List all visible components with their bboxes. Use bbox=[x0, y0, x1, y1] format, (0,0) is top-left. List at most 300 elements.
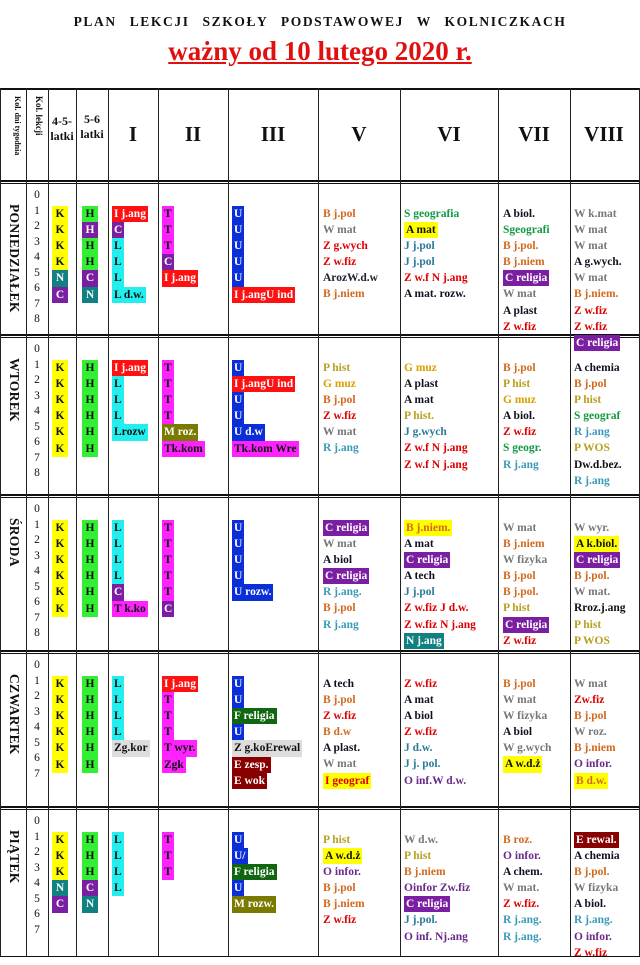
lesson-entry: B j.pol. bbox=[503, 586, 539, 599]
column-i bbox=[112, 206, 148, 303]
header-class-V: V bbox=[351, 122, 367, 146]
lesson-entry: U bbox=[232, 676, 244, 692]
lesson-number: 4 bbox=[34, 877, 40, 889]
lesson-entry: G muz bbox=[323, 377, 356, 390]
lesson-entry: P hist bbox=[574, 393, 602, 406]
lesson-entry: T wyr. bbox=[162, 740, 197, 756]
page-title-line1: PLAN LEKCJI SZKOŁY PODSTAWOWEJ W KOLNICZKACH bbox=[73, 14, 567, 29]
lesson-entry: R j.ang bbox=[503, 458, 539, 471]
lesson-entry: B j.niem. bbox=[574, 288, 619, 301]
lesson-entry: M rozw. bbox=[232, 896, 276, 912]
lesson-entry: Z w.fiz bbox=[323, 914, 357, 927]
lesson-entry: P hist bbox=[503, 602, 531, 615]
lesson-entry: T bbox=[162, 536, 174, 552]
lesson-entry: H bbox=[82, 376, 98, 392]
lesson-number: 3 bbox=[34, 705, 40, 718]
lesson-entry: C religia bbox=[574, 552, 620, 568]
lesson-number: 8 bbox=[34, 313, 40, 325]
lesson-entry: Zg.kor bbox=[112, 740, 150, 756]
lesson-entry: Zw.fiz bbox=[574, 693, 605, 706]
column-h bbox=[82, 206, 98, 303]
lesson-entry: L bbox=[112, 408, 124, 424]
lesson-number: 6 bbox=[34, 908, 40, 920]
column-v bbox=[323, 676, 371, 789]
lesson-number: 5 bbox=[34, 420, 40, 433]
lesson-entry: O inf. Nj.ang bbox=[404, 930, 468, 943]
lesson-numbers bbox=[30, 188, 44, 328]
lesson-entry: C religia bbox=[323, 568, 369, 584]
lesson-entry: U bbox=[232, 238, 244, 254]
lesson-number: 2 bbox=[34, 374, 40, 386]
lesson-entry: B j.pol bbox=[503, 570, 536, 583]
lesson-entry: P hist bbox=[404, 849, 432, 862]
lesson-entry: O infor. bbox=[503, 849, 541, 862]
lesson-entry: Z w.fiz bbox=[404, 726, 438, 739]
lesson-entry: T bbox=[162, 864, 174, 880]
lesson-entry: Z w.f N j.ang bbox=[404, 272, 468, 285]
lesson-entry: C bbox=[52, 896, 68, 912]
lesson-entry: N j.ang bbox=[404, 633, 444, 649]
header-class-VIII: VIII bbox=[584, 122, 624, 146]
lesson-entry: F religia bbox=[232, 708, 277, 724]
column-k bbox=[52, 676, 68, 773]
lesson-entry: B j.niem bbox=[404, 865, 446, 878]
lesson-entry: A chem. bbox=[503, 865, 543, 878]
lesson-entry: B d.w. bbox=[574, 773, 608, 789]
lesson-entry: L bbox=[112, 692, 124, 708]
lesson-entry: T k.ko bbox=[112, 601, 148, 617]
lesson-entry: L bbox=[112, 270, 124, 286]
lesson-entry: T bbox=[162, 376, 174, 392]
lesson-entry: C religia bbox=[323, 520, 369, 536]
lesson-entry: H bbox=[82, 692, 98, 708]
lesson-numbers bbox=[30, 814, 44, 938]
lesson-entry: K bbox=[52, 568, 68, 584]
header-class-VII: VII bbox=[518, 122, 550, 146]
lesson-entry: K bbox=[52, 392, 68, 408]
lesson-entry: L bbox=[112, 568, 124, 584]
lesson-entry: W mat bbox=[323, 758, 357, 771]
lesson-entry: T bbox=[162, 206, 174, 222]
lesson-entry: W mat bbox=[574, 239, 608, 252]
lesson-entry: Z w.fiz N j.ang bbox=[404, 618, 476, 631]
lesson-number: 3 bbox=[34, 861, 40, 874]
lesson-entry: H bbox=[82, 848, 98, 864]
lesson-number: 1 bbox=[34, 204, 40, 217]
lesson-entry: I j.ang bbox=[162, 270, 198, 286]
column-ii bbox=[162, 520, 174, 617]
lesson-entry: Rroz.j.ang bbox=[574, 602, 626, 615]
lesson-entry: I j.ang bbox=[112, 206, 148, 222]
column-viii bbox=[574, 206, 622, 352]
lesson-entry: P hist bbox=[323, 833, 351, 846]
lesson-entry: P hist bbox=[503, 377, 531, 390]
column-iii bbox=[232, 206, 295, 303]
lesson-entry: I j.ang bbox=[162, 676, 198, 692]
lesson-entry: H bbox=[82, 392, 98, 408]
lesson-number: 0 bbox=[34, 343, 40, 355]
lesson-numbers bbox=[30, 658, 44, 782]
lesson-entry: A tech bbox=[404, 570, 435, 583]
lesson-entry: O inf.W d.w. bbox=[404, 774, 467, 787]
lesson-entry: H bbox=[82, 441, 98, 457]
lesson-entry: L bbox=[112, 880, 124, 896]
lesson-entry: J d.w. bbox=[404, 742, 433, 755]
lesson-entry: P WOS bbox=[574, 442, 610, 455]
lesson-number: 6 bbox=[34, 436, 40, 448]
lesson-entry: K bbox=[52, 222, 68, 238]
lesson-number: 3 bbox=[34, 235, 40, 248]
lesson-entry: W roz. bbox=[574, 726, 607, 739]
lesson-number: 4 bbox=[34, 251, 40, 263]
lesson-entry: W g.wych bbox=[503, 742, 552, 755]
day-name: WTOREK bbox=[7, 358, 22, 422]
lesson-entry: L bbox=[112, 848, 124, 864]
lesson-entry: S geogr. bbox=[503, 442, 542, 455]
lesson-entry: W mat bbox=[574, 677, 608, 690]
lesson-entry: T bbox=[162, 848, 174, 864]
lesson-entry: Z w.fiz bbox=[404, 677, 438, 690]
column-iii bbox=[232, 832, 277, 913]
lesson-entry: T bbox=[162, 692, 174, 708]
lesson-entry: K bbox=[52, 238, 68, 254]
lesson-entry: R j.ang. bbox=[323, 586, 362, 599]
lesson-entry: J j.pol bbox=[404, 256, 435, 269]
lesson-entry: B j.pol bbox=[503, 677, 536, 690]
lesson-entry: Z w.f N j.ang bbox=[404, 458, 468, 471]
lesson-entry: H bbox=[82, 206, 98, 222]
lesson-entry: B j.pol bbox=[323, 693, 356, 706]
lesson-numbers bbox=[30, 502, 44, 642]
lesson-number: 0 bbox=[34, 815, 40, 827]
column-viii bbox=[574, 832, 620, 962]
column-ii bbox=[162, 676, 198, 773]
lesson-number: 5 bbox=[34, 892, 40, 905]
lesson-entry: C religia bbox=[404, 896, 450, 912]
header-5-6-latki: 5-6 latki bbox=[80, 112, 104, 141]
lesson-entry: U bbox=[232, 270, 244, 286]
lesson-number: 7 bbox=[34, 451, 40, 464]
lesson-entry: C religia bbox=[574, 335, 620, 351]
lesson-entry: J g.wych bbox=[404, 426, 447, 439]
lesson-entry: B j.pol bbox=[574, 709, 607, 722]
lesson-entry: B j.pol bbox=[323, 602, 356, 615]
lesson-entry: K bbox=[52, 360, 68, 376]
lesson-entry: T bbox=[162, 832, 174, 848]
lesson-entry: B j.niem bbox=[574, 742, 616, 755]
lesson-entry: K bbox=[52, 848, 68, 864]
lesson-entry: W fizyka bbox=[503, 709, 548, 722]
column-ii bbox=[162, 360, 205, 457]
lesson-entry: T bbox=[162, 222, 174, 238]
lesson-entry: A mat bbox=[404, 222, 438, 238]
column-i bbox=[112, 360, 148, 441]
lesson-entry: C religia bbox=[503, 617, 549, 633]
lesson-entry: T bbox=[162, 568, 174, 584]
lesson-entry: H bbox=[82, 520, 98, 536]
lesson-entry: G muz bbox=[404, 361, 437, 374]
lesson-entry: U bbox=[232, 254, 244, 270]
lesson-entry: K bbox=[52, 552, 68, 568]
lesson-entry: W fizyka bbox=[574, 882, 619, 895]
lesson-entry: W mat bbox=[323, 426, 357, 439]
lesson-number: 4 bbox=[34, 565, 40, 577]
lesson-entry: N bbox=[52, 880, 68, 896]
lesson-entry: J j.pol. bbox=[404, 914, 438, 927]
lesson-entry: A mat bbox=[404, 693, 434, 706]
lesson-entry: H bbox=[82, 424, 98, 440]
lesson-entry: N bbox=[82, 896, 98, 912]
column-v bbox=[323, 520, 369, 633]
lesson-entry: H bbox=[82, 552, 98, 568]
lesson-entry: L bbox=[112, 832, 124, 848]
page-title-line2: ważny od 10 lutego 2020 r. bbox=[168, 36, 472, 66]
lesson-number: 4 bbox=[34, 721, 40, 733]
lesson-entry: H bbox=[82, 740, 98, 756]
lesson-entry: Z w.fiz bbox=[503, 634, 537, 647]
lesson-entry: A plast bbox=[503, 304, 538, 317]
lesson-entry: U d.w bbox=[232, 424, 265, 440]
lesson-entry: H bbox=[82, 568, 98, 584]
lesson-number: 8 bbox=[34, 467, 40, 479]
lesson-entry: U bbox=[232, 552, 244, 568]
lesson-entry: Z w.fiz bbox=[323, 709, 357, 722]
lesson-entry: H bbox=[82, 584, 98, 600]
lesson-entry: B j.pol bbox=[323, 393, 356, 406]
lesson-entry: K bbox=[52, 536, 68, 552]
lesson-entry: W k.mat bbox=[574, 207, 617, 220]
column-i bbox=[112, 676, 150, 757]
lesson-entry: A mat bbox=[404, 393, 434, 406]
lesson-number: 1 bbox=[34, 518, 40, 531]
column-vi bbox=[404, 676, 466, 789]
lesson-number: 6 bbox=[34, 752, 40, 764]
lesson-entry: K bbox=[52, 832, 68, 848]
lesson-entry: Sgeografi bbox=[503, 223, 550, 236]
lesson-entry: Tk.kom Wre bbox=[232, 441, 299, 457]
lesson-numbers bbox=[30, 342, 44, 482]
lesson-number: 5 bbox=[34, 736, 40, 749]
lesson-entry: P hist bbox=[323, 361, 351, 374]
column-vii bbox=[503, 360, 542, 473]
lesson-entry: U bbox=[232, 536, 244, 552]
lesson-entry: L bbox=[112, 552, 124, 568]
lesson-number: 6 bbox=[34, 282, 40, 294]
lesson-entry: U bbox=[232, 692, 244, 708]
lesson-entry: U bbox=[232, 360, 244, 376]
lesson-entry: A chemia bbox=[574, 849, 620, 862]
lesson-entry: W mat bbox=[574, 272, 608, 285]
lesson-entry: W mat bbox=[574, 223, 608, 236]
lesson-entry: B j.niem bbox=[323, 288, 365, 301]
lesson-entry: O infor. bbox=[574, 758, 612, 771]
lesson-entry: E rewal. bbox=[574, 832, 619, 848]
lesson-entry: M roz. bbox=[162, 424, 198, 440]
lesson-entry: B j.pol bbox=[503, 361, 536, 374]
lesson-entry: K bbox=[52, 864, 68, 880]
lesson-entry: W mat bbox=[323, 537, 357, 550]
lesson-entry: L bbox=[112, 536, 124, 552]
lesson-number: 2 bbox=[34, 534, 40, 546]
header-4-5-latki: 4-5-latki bbox=[50, 114, 74, 143]
lesson-entry: B roz. bbox=[503, 833, 533, 846]
lesson-entry: N bbox=[52, 270, 68, 286]
header-class-II: II bbox=[184, 122, 202, 146]
lesson-entry: R j.ang. bbox=[574, 914, 613, 927]
lesson-entry: C religia bbox=[503, 270, 549, 286]
lesson-entry: H bbox=[82, 864, 98, 880]
lesson-number: 0 bbox=[34, 659, 40, 671]
lesson-number: 2 bbox=[34, 846, 40, 858]
day-name: PIĄTEK bbox=[7, 830, 22, 884]
lesson-entry: A chemia bbox=[574, 361, 620, 374]
day-name: PONIEDZIAŁEK bbox=[7, 204, 22, 313]
column-vii bbox=[503, 206, 550, 336]
column-vi bbox=[404, 360, 468, 473]
lesson-entry: A biol. bbox=[503, 410, 535, 423]
lesson-entry: O infor. bbox=[574, 930, 612, 943]
lesson-entry: Z w.fiz J d.w. bbox=[404, 602, 469, 615]
lesson-entry: T bbox=[162, 408, 174, 424]
lesson-number: 3 bbox=[34, 389, 40, 402]
lesson-entry: T bbox=[162, 584, 174, 600]
column-i bbox=[112, 832, 124, 897]
lesson-entry: W mat. bbox=[574, 586, 611, 599]
lesson-entry: Z w.fiz bbox=[503, 320, 537, 333]
lesson-entry: W mat bbox=[323, 223, 357, 236]
lesson-entry: B j.pol bbox=[323, 882, 356, 895]
lesson-number: 2 bbox=[34, 220, 40, 232]
lesson-entry: K bbox=[52, 757, 68, 773]
lesson-number: 0 bbox=[34, 189, 40, 201]
lesson-entry: A biol bbox=[323, 553, 353, 566]
lesson-entry: U bbox=[232, 832, 244, 848]
lesson-entry: R j.ang bbox=[574, 474, 610, 487]
lesson-entry: A plast. bbox=[323, 742, 361, 755]
lesson-entry: J j. pol. bbox=[404, 758, 441, 771]
column-h bbox=[82, 676, 98, 773]
lesson-entry: T bbox=[162, 708, 174, 724]
lesson-entry: T bbox=[162, 360, 174, 376]
lesson-number: 1 bbox=[34, 830, 40, 843]
lesson-entry: K bbox=[52, 424, 68, 440]
lesson-number: 1 bbox=[34, 358, 40, 371]
lesson-entry: T bbox=[162, 724, 174, 740]
lesson-entry: R j.ang bbox=[574, 426, 610, 439]
lesson-entry: T bbox=[162, 238, 174, 254]
lesson-number: 4 bbox=[34, 405, 40, 417]
lesson-entry: P hist bbox=[574, 618, 602, 631]
lesson-entry: L bbox=[112, 254, 124, 270]
lesson-entry: K bbox=[52, 676, 68, 692]
lesson-number: 3 bbox=[34, 549, 40, 562]
column-viii bbox=[574, 520, 626, 650]
lesson-entry: H bbox=[82, 708, 98, 724]
column-viii bbox=[574, 676, 616, 789]
lesson-entry: K bbox=[52, 408, 68, 424]
lesson-entry: T bbox=[162, 520, 174, 536]
lesson-entry: A biol bbox=[404, 709, 434, 722]
lesson-entry: A w.d.ż bbox=[503, 756, 542, 772]
lesson-entry: U rozw. bbox=[232, 584, 273, 600]
lesson-entry: I j.angU ind bbox=[232, 376, 295, 392]
lesson-entry: Dw.d.bez. bbox=[574, 458, 622, 471]
lesson-entry: K bbox=[52, 584, 68, 600]
lesson-entry: H bbox=[82, 536, 98, 552]
lesson-entry: J j.pol bbox=[404, 239, 435, 252]
lesson-entry: L bbox=[112, 392, 124, 408]
lesson-entry: R j.ang bbox=[323, 442, 359, 455]
lesson-entry: T bbox=[162, 552, 174, 568]
column-vi bbox=[404, 520, 476, 650]
lesson-entry: G muz bbox=[503, 393, 536, 406]
column-k bbox=[52, 360, 68, 457]
lesson-entry: H bbox=[82, 832, 98, 848]
header-class-VI: VI bbox=[437, 122, 461, 146]
lesson-entry: W fizyka bbox=[503, 553, 548, 566]
lesson-entry: C bbox=[82, 880, 98, 896]
lesson-entry: W mat bbox=[503, 693, 537, 706]
lesson-entry: E zesp. bbox=[232, 757, 271, 773]
lesson-entry: A tech bbox=[323, 677, 354, 690]
lesson-entry: I geograf bbox=[323, 773, 371, 789]
lesson-number: 2 bbox=[34, 690, 40, 702]
column-i bbox=[112, 520, 148, 617]
lesson-entry: S geografia bbox=[404, 207, 460, 220]
column-vii bbox=[503, 832, 543, 945]
lesson-entry: Z w.f N j.ang bbox=[404, 442, 468, 455]
lesson-entry: L bbox=[112, 676, 124, 692]
lesson-number: 7 bbox=[34, 767, 40, 780]
lesson-entry: C bbox=[162, 601, 174, 617]
lesson-entry: H bbox=[82, 238, 98, 254]
lesson-entry: L d.w. bbox=[112, 287, 146, 303]
lesson-entry: Z w.fiz bbox=[323, 256, 357, 269]
lesson-number: 1 bbox=[34, 674, 40, 687]
lesson-entry: I j.angU ind bbox=[232, 287, 295, 303]
lesson-entry: U bbox=[232, 520, 244, 536]
lesson-entry: B j.niem. bbox=[404, 520, 452, 536]
lesson-entry: H bbox=[82, 676, 98, 692]
lesson-entry: B j.pol bbox=[323, 207, 356, 220]
lesson-entry: Tk.kom bbox=[162, 441, 205, 457]
column-vi bbox=[404, 206, 468, 303]
lesson-entry: K bbox=[52, 708, 68, 724]
lesson-entry: R j.ang bbox=[323, 618, 359, 631]
column-vii bbox=[503, 676, 551, 773]
lesson-entry: Z w.fiz. bbox=[503, 898, 540, 911]
lesson-entry: A biol. bbox=[503, 207, 535, 220]
lesson-entry: P hist. bbox=[404, 410, 435, 423]
lesson-entry: A biol bbox=[503, 726, 533, 739]
lesson-entry: C religia bbox=[404, 552, 450, 568]
lesson-entry: U bbox=[232, 724, 244, 740]
lesson-entry: A k.biol. bbox=[574, 536, 619, 552]
lesson-number: 5 bbox=[34, 266, 40, 279]
lesson-entry: K bbox=[52, 601, 68, 617]
column-v bbox=[323, 832, 365, 929]
lesson-entry: K bbox=[52, 254, 68, 270]
lesson-entry: L bbox=[112, 864, 124, 880]
column-vii bbox=[503, 520, 549, 650]
lesson-entry: U bbox=[232, 222, 244, 238]
column-iii bbox=[232, 360, 299, 457]
lesson-entry: K bbox=[52, 441, 68, 457]
lesson-entry: U bbox=[232, 568, 244, 584]
lesson-entry: E wok bbox=[232, 773, 267, 789]
lesson-entry: U bbox=[232, 392, 244, 408]
column-vi bbox=[404, 832, 470, 945]
